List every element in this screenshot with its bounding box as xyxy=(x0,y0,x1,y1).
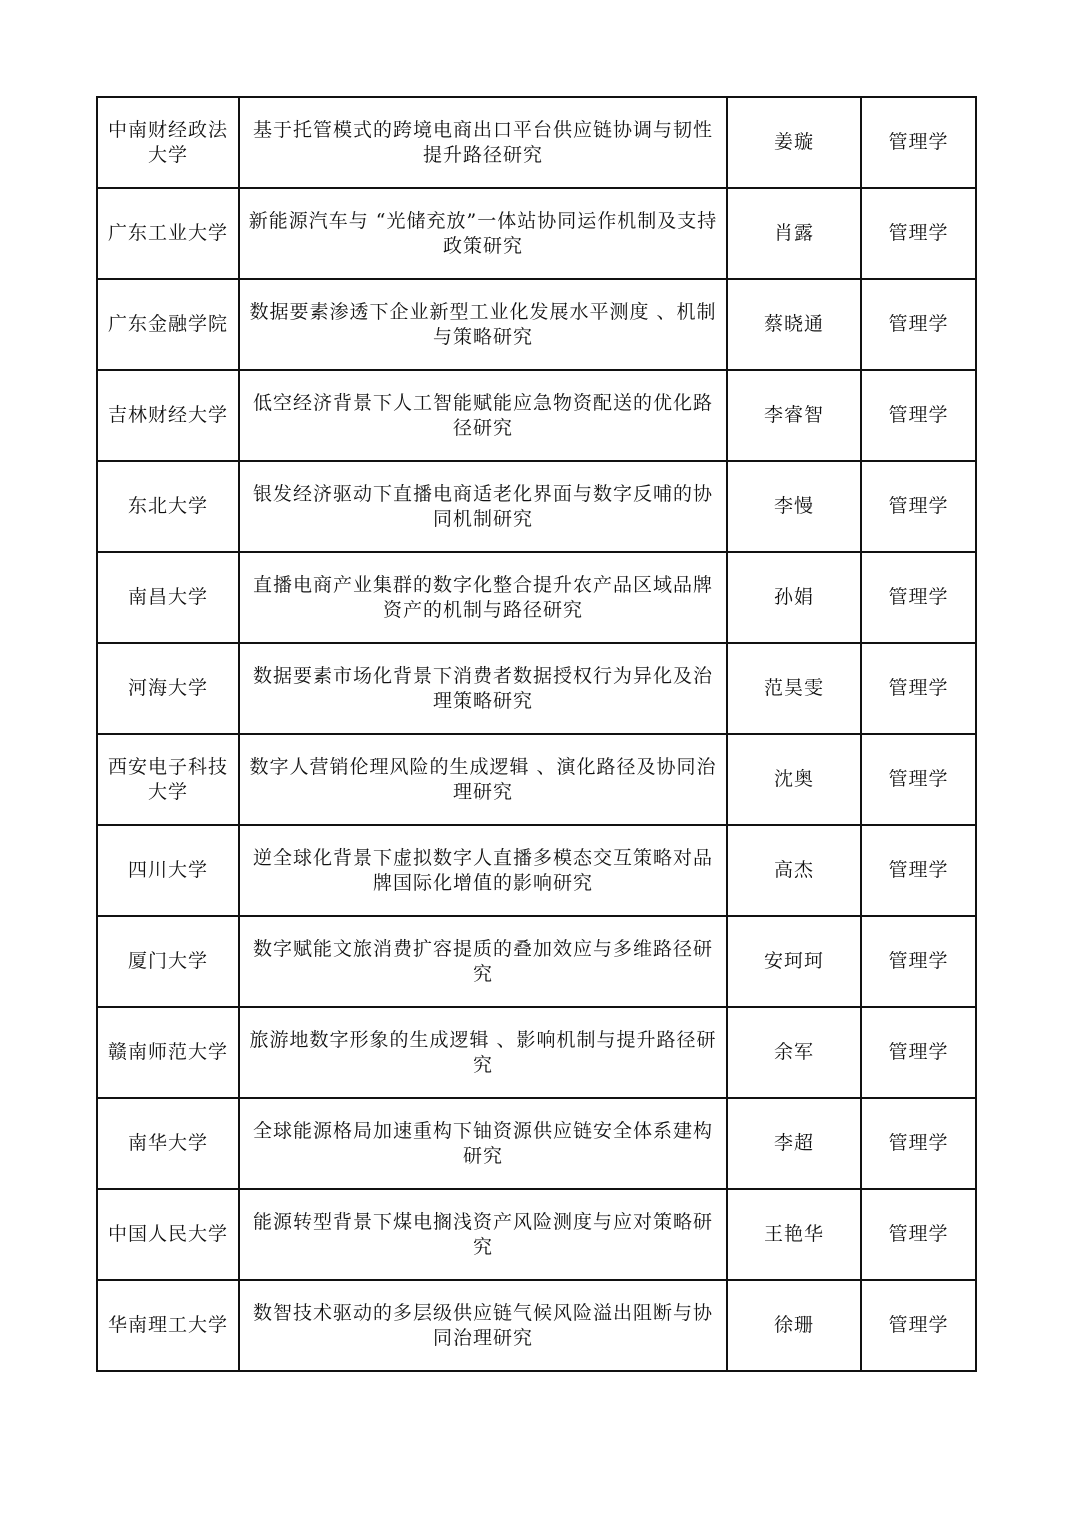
field-cell: 管理学 xyxy=(861,188,976,279)
table-row xyxy=(97,188,976,279)
project-title-cell: 数字赋能文旅消费扩容提质的叠加效应与多维路径研究 xyxy=(239,916,727,1007)
school-cell: 中南财经政法大学 xyxy=(97,97,239,188)
person-cell: 王艳华 xyxy=(727,1189,861,1280)
field-cell: 管理学 xyxy=(861,552,976,643)
table-row xyxy=(97,1007,976,1098)
school-cell: 吉林财经大学 xyxy=(97,370,239,461)
table-row xyxy=(97,916,976,1007)
project-title-cell: 全球能源格局加速重构下铀资源供应链安全体系建构研究 xyxy=(239,1098,727,1189)
person-cell: 徐珊 xyxy=(727,1280,861,1371)
project-title-cell: 低空经济背景下人工智能赋能应急物资配送的优化路径研究 xyxy=(239,370,727,461)
table-row xyxy=(97,370,976,461)
project-table xyxy=(96,96,977,1372)
project-title-cell: 能源转型背景下煤电搁浅资产风险测度与应对策略研究 xyxy=(239,1189,727,1280)
field-cell: 管理学 xyxy=(861,916,976,1007)
table-row xyxy=(97,643,976,734)
person-cell: 李睿智 xyxy=(727,370,861,461)
school-cell: 广东金融学院 xyxy=(97,279,239,370)
field-cell: 管理学 xyxy=(861,1280,976,1371)
table-row xyxy=(97,825,976,916)
field-cell: 管理学 xyxy=(861,1098,976,1189)
school-cell: 河海大学 xyxy=(97,643,239,734)
table-row xyxy=(97,1189,976,1280)
person-cell: 孙娟 xyxy=(727,552,861,643)
field-cell: 管理学 xyxy=(861,370,976,461)
table-row xyxy=(97,97,976,188)
project-title-cell: 数据要素渗透下企业新型工业化发展水平测度 、机制与策略研究 xyxy=(239,279,727,370)
table-row xyxy=(97,552,976,643)
table-row xyxy=(97,1280,976,1371)
project-title-cell: 数据要素市场化背景下消费者数据授权行为异化及治理策略研究 xyxy=(239,643,727,734)
project-title-cell: 数智技术驱动的多层级供应链气候风险溢出阻断与协同治理研究 xyxy=(239,1280,727,1371)
school-cell: 华南理工大学 xyxy=(97,1280,239,1371)
school-cell: 厦门大学 xyxy=(97,916,239,1007)
project-title-cell: 基于托管模式的跨境电商出口平台供应链协调与韧性提升路径研究 xyxy=(239,97,727,188)
field-cell: 管理学 xyxy=(861,825,976,916)
school-cell: 四川大学 xyxy=(97,825,239,916)
project-title-cell: 数字人营销伦理风险的生成逻辑 、演化路径及协同治理研究 xyxy=(239,734,727,825)
person-cell: 姜璇 xyxy=(727,97,861,188)
school-cell: 赣南师范大学 xyxy=(97,1007,239,1098)
field-cell: 管理学 xyxy=(861,279,976,370)
project-title-cell: 银发经济驱动下直播电商适老化界面与数字反哺的协同机制研究 xyxy=(239,461,727,552)
project-title-cell: 逆全球化背景下虚拟数字人直播多模态交互策略对品牌国际化增值的影响研究 xyxy=(239,825,727,916)
field-cell: 管理学 xyxy=(861,643,976,734)
field-cell: 管理学 xyxy=(861,734,976,825)
field-cell: 管理学 xyxy=(861,1007,976,1098)
field-cell: 管理学 xyxy=(861,1189,976,1280)
person-cell: 肖露 xyxy=(727,188,861,279)
person-cell: 高杰 xyxy=(727,825,861,916)
person-cell: 范昊雯 xyxy=(727,643,861,734)
table-row xyxy=(97,734,976,825)
school-cell: 南昌大学 xyxy=(97,552,239,643)
project-title-cell: 直播电商产业集群的数字化整合提升农产品区域品牌资产的机制与路径研究 xyxy=(239,552,727,643)
person-cell: 蔡晓通 xyxy=(727,279,861,370)
person-cell: 余军 xyxy=(727,1007,861,1098)
project-title-cell: 新能源汽车与 “光储充放”一体站协同运作机制及支持政策研究 xyxy=(239,188,727,279)
field-cell: 管理学 xyxy=(861,97,976,188)
person-cell: 李慢 xyxy=(727,461,861,552)
school-cell: 中国人民大学 xyxy=(97,1189,239,1280)
person-cell: 沈奥 xyxy=(727,734,861,825)
table-row xyxy=(97,461,976,552)
field-cell: 管理学 xyxy=(861,461,976,552)
table-row xyxy=(97,279,976,370)
school-cell: 西安电子科技大学 xyxy=(97,734,239,825)
project-title-cell: 旅游地数字形象的生成逻辑 、影响机制与提升路径研究 xyxy=(239,1007,727,1098)
person-cell: 李超 xyxy=(727,1098,861,1189)
person-cell: 安珂珂 xyxy=(727,916,861,1007)
school-cell: 东北大学 xyxy=(97,461,239,552)
table-row xyxy=(97,1098,976,1189)
school-cell: 南华大学 xyxy=(97,1098,239,1189)
school-cell: 广东工业大学 xyxy=(97,188,239,279)
